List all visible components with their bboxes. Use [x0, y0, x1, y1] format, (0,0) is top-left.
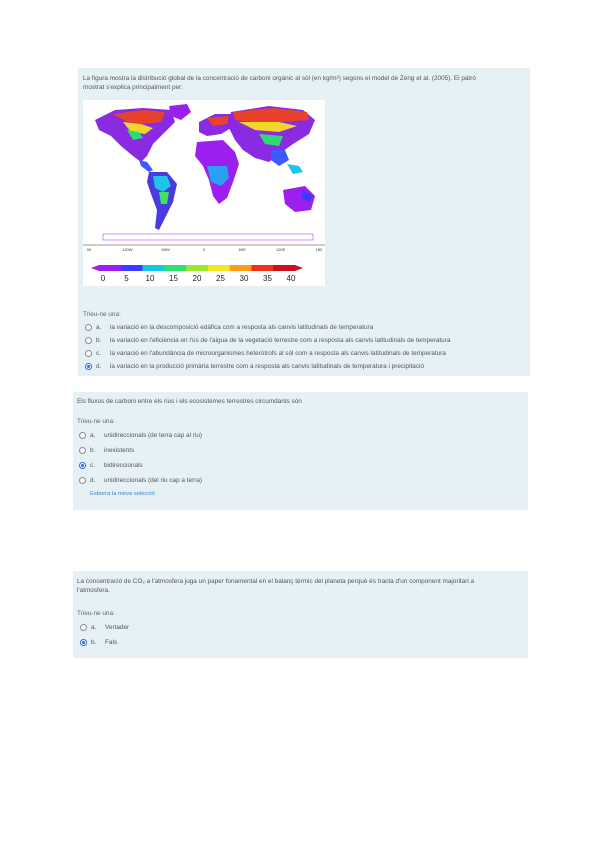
option-label: la variació en la producció primària terrestre com a resposta als canvis latitudinals de temperatura i precipitació — [110, 362, 424, 370]
q2-option-d[interactable] — [79, 475, 202, 485]
question-2-prompt: Trieu-ne una: — [77, 418, 115, 425]
colorbar-segment — [121, 265, 143, 271]
question-1-text-line-2: mostrat s'explica principalment per: — [83, 83, 183, 91]
antarctica-edge — [103, 234, 313, 240]
option-letter: b. — [96, 336, 102, 344]
colorbar-right-arrow — [295, 265, 303, 271]
radio-button[interactable] — [79, 447, 86, 454]
option-label: la variació en l'eficiència en l'ús de l'aigua de la vegetació terrestre com a resposta als canvis latitudinals de temperatura — [110, 336, 451, 344]
map-x-tick-label: 120E — [275, 247, 286, 252]
colorbar-label: 25 — [216, 274, 225, 283]
option-letter: a. — [96, 323, 102, 331]
question-3-text-line-2: l'atmosfera. — [77, 586, 110, 594]
question-3-prompt: Trieu-ne una: — [77, 610, 115, 617]
radio-button[interactable] — [85, 363, 92, 370]
colorbar-label: 10 — [145, 274, 155, 283]
option-letter: d. — [96, 362, 102, 370]
radio-button[interactable] — [85, 337, 92, 344]
colorbar-label: 20 — [192, 274, 202, 283]
q2-option-b[interactable] — [79, 445, 134, 455]
colorbar-label: 15 — [169, 274, 178, 283]
radio-button[interactable] — [85, 324, 92, 331]
map-x-tick-label: 60W — [161, 247, 170, 252]
option-label: inexistents — [104, 446, 135, 454]
question-2-text: Els fluxos de carboni entre els rius i els ecosistemes terrestres circumdants són — [77, 398, 302, 405]
colorbar-segment — [99, 265, 121, 271]
radio-button[interactable] — [80, 624, 87, 631]
colorbar-segment — [251, 265, 273, 271]
q1-option-c[interactable] — [85, 348, 446, 358]
radio-button[interactable] — [79, 462, 86, 469]
soil-carbon-map-figure — [83, 100, 325, 286]
radio-button[interactable] — [80, 639, 87, 646]
map-x-tick-label: 0 — [202, 247, 206, 252]
radio-button[interactable] — [79, 432, 86, 439]
option-letter: c. — [90, 461, 95, 469]
question-3-text — [77, 578, 522, 595]
q2-option-a[interactable] — [79, 430, 202, 440]
option-label: unidireccionals (del riu cap a terra) — [104, 476, 203, 484]
radio-button[interactable] — [79, 477, 86, 484]
option-label: Vertader — [105, 623, 130, 631]
option-letter: d. — [90, 476, 96, 484]
option-label: unidireccionals (de terra cap al riu) — [104, 431, 203, 439]
clear-selection-link[interactable]: Esborra la meva selecció — [90, 491, 155, 497]
colorbar-label: 0 — [100, 274, 106, 283]
question-3-text-line-1: La concentració de CO₂ a l'atmosfera juga un paper fonamental en el balanç tèrmic del planeta perquè és tracta d'un component majoritari a — [77, 578, 475, 585]
q3-option-b[interactable] — [80, 637, 117, 647]
map-x-ticks — [87, 247, 323, 252]
q1-option-b[interactable] — [85, 335, 450, 345]
question-1-text — [83, 75, 528, 92]
colorbar-left-arrow — [91, 265, 99, 271]
colorbar-label: 35 — [263, 274, 272, 283]
question-1-prompt: Trieu-ne una: — [83, 311, 121, 318]
colorbar-segment — [230, 265, 252, 271]
option-letter: b. — [90, 446, 96, 454]
q2-option-c[interactable] — [79, 460, 143, 470]
map-x-tick-label: 90 — [86, 247, 92, 252]
question-1-text-line-1: La figura mostra la distribució global de la concentració de carboni orgànic al sòl (en kg/m²) segons el model de Zeng et al. (2005). El patró — [83, 75, 476, 82]
q1-option-d[interactable] — [85, 361, 424, 371]
colorbar-label: 40 — [286, 274, 296, 283]
colorbar-labels — [101, 274, 296, 283]
option-letter: c. — [96, 349, 101, 357]
colorbar-label: 30 — [239, 274, 249, 283]
option-label: bidireccionals — [104, 461, 143, 469]
colorbar-segment — [208, 265, 230, 271]
colorbar-segment — [273, 265, 295, 271]
option-label: Fals — [105, 638, 118, 646]
option-letter: a. — [91, 623, 97, 631]
q3-option-a[interactable] — [80, 622, 129, 632]
colorbar-segment — [143, 265, 165, 271]
map-x-tick-label: 180 — [315, 247, 323, 252]
colorbar-segment — [186, 265, 208, 271]
radio-button[interactable] — [85, 350, 92, 357]
option-label: la variació en l'abundància de microorganismes heteròtrofs al sòl com a resposta als canvis latitudinals de temperatura — [110, 349, 446, 357]
colorbar-segment — [164, 265, 186, 271]
map-x-tick-label: 120W — [122, 247, 133, 252]
map-x-tick-label: 60E — [238, 247, 246, 252]
colorbar — [91, 265, 303, 271]
option-letter: b. — [91, 638, 97, 646]
colorbar-label: 5 — [124, 274, 129, 283]
option-label: la variació en la descomposició edàfica com a resposta als canvis latitudinals de temperatura — [110, 323, 374, 331]
option-letter: a. — [90, 431, 96, 439]
q1-option-a[interactable] — [85, 322, 373, 332]
world-map-svg — [83, 100, 325, 286]
